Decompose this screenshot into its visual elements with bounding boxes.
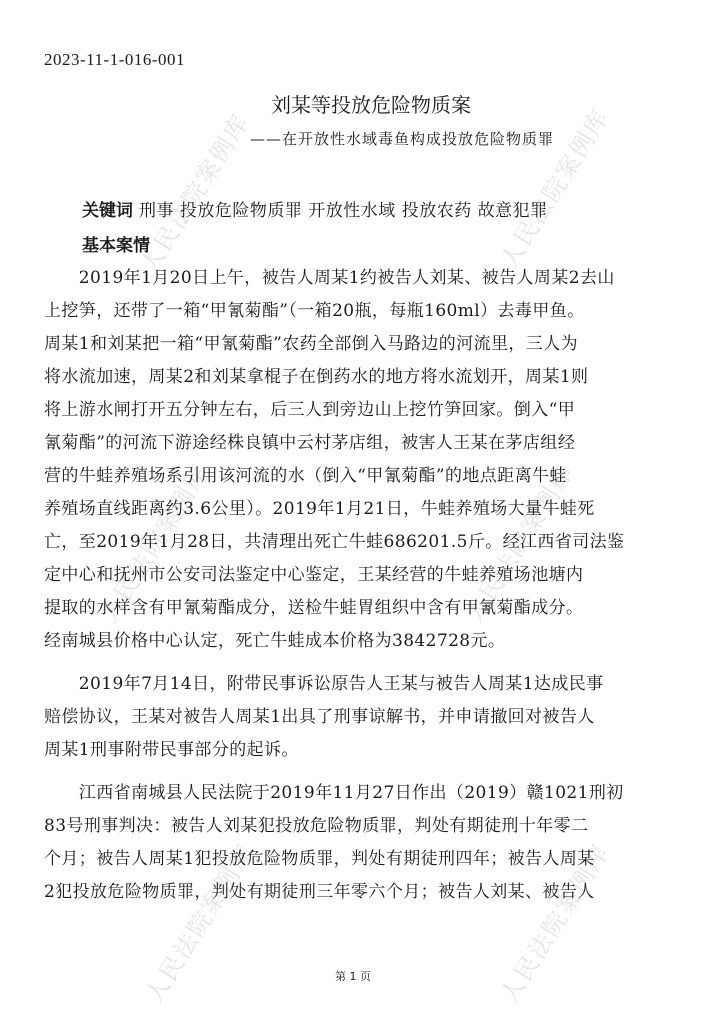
watermark-middle-right: 人民法院案例库: [460, 458, 581, 629]
section-heading: 基本案情: [82, 236, 150, 256]
keywords-list: 刑事 投放危险物质罪 开放性水域 投放农药 故意犯罪: [139, 201, 548, 221]
body-line: 上挖笋，还带了一箱“甲氰菊酯”（一箱20瓶，每瓶160ml）去毒甲鱼。: [44, 301, 585, 321]
body-line: 2019年1月20日上午，被告人周某1约被告人刘某、被告人周某2去山: [44, 268, 615, 288]
body-line: 2犯投放危险物质罪，判处有期徒刑三年零六个月；被告人刘某、被告人: [44, 882, 595, 902]
watermark-bottom-right: 人民法院案例库: [495, 838, 616, 1009]
watermark-top-right: 人民法院案例库: [495, 103, 616, 274]
body-line: 提取的水样含有甲氰菊酯成分，送检牛蛙胃组织中含有甲氰菊酯成分。: [44, 598, 584, 618]
body-line: 经南城县价格中心认定，死亡牛蛙成本价格为3842728元。: [44, 631, 506, 651]
page-number: 第 1 页: [335, 970, 371, 983]
body-line: 养殖场直线距离约3.6公里）。2019年1月21日，牛蛙养殖场大量牛蛙死: [44, 499, 595, 519]
body-line: 周某1和刘某把一箱“甲氰菊酯”农药全部倒入马路边的河流里，三人为: [44, 334, 578, 354]
watermark-bottom-left: 人民法院案例库: [140, 838, 261, 1009]
body-line: 江西省南城县人民法院于2019年11月27日作出（2019）赣1021刑初: [44, 783, 624, 803]
body-line: 周某1刑事附带民事部分的起诉。: [44, 740, 299, 760]
watermark-middle-left: 人民法院案例库: [95, 458, 216, 629]
body-line: 2019年7月14日，附带民事诉讼原告人王某与被告人周某1达成民事: [44, 674, 604, 694]
case-id: 2023-11-1-016-001: [44, 50, 186, 69]
page-subtitle: ——在开放性水域毒鱼构成投放危险物质罪: [249, 130, 554, 148]
body-line: 个月；被告人周某1犯投放危险物质罪，判处有期徒刑四年；被告人周某: [44, 849, 595, 869]
watermark-top-left: 人民法院案例库: [135, 108, 256, 279]
body-line: 营的牛蛙养殖场系引用该河流的水（倒入“甲氰菊酯”的地点距离牛蛙: [44, 466, 567, 486]
body-line: 83号刑事判决：被告人刘某犯投放危险物质罪，判处有期徒刑十年零二: [44, 816, 589, 836]
body-line: 将水流加速，周某2和刘某拿棍子在倒药水的地方将水流划开，周某1则: [44, 367, 589, 387]
body-line: 氰菊酯”的河流下游途经株良镇中云村茅店组，被害人王某在茅店组经: [44, 433, 576, 453]
body-line: 赔偿协议，王某对被告人周某1出具了刑事谅解书，并申请撤回对被告人: [44, 707, 595, 727]
keywords-line: [82, 196, 548, 221]
page-title: [0, 89, 706, 118]
body-line: 定中心和抚州市公安司法鉴定中心鉴定，王某经营的牛蛙养殖场池塘内: [44, 565, 584, 585]
keywords-label: 关键词: [82, 201, 133, 221]
body-line: 亡，至2019年1月28日，共清理出死亡牛蛙686201.5斤。经江西省司法鉴: [44, 532, 625, 552]
body-line: 将上游水闸打开五分钟左右，后三人到旁边山上挖竹笋回家。倒入“甲: [44, 400, 576, 420]
title-text: 刘某等投放危险物质案: [271, 93, 471, 117]
